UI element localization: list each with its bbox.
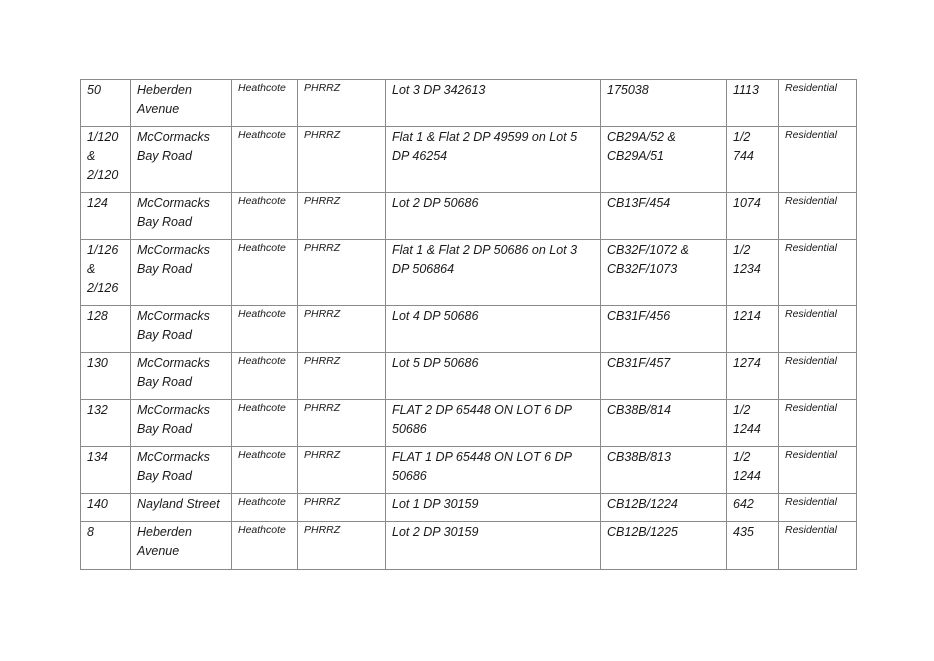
table-body bbox=[81, 80, 857, 570]
title-reference-cell: CB32F/1072 & CB32F/1073 bbox=[601, 240, 727, 306]
address-number-cell: 1/126 & 2/126 bbox=[81, 240, 131, 306]
title-reference-cell: CB38B/814 bbox=[601, 400, 727, 447]
land-use-cell: Residential bbox=[779, 80, 857, 127]
land-use-cell: Residential bbox=[779, 240, 857, 306]
title-reference-cell: CB12B/1224 bbox=[601, 494, 727, 522]
title-reference-cell: CB12B/1225 bbox=[601, 522, 727, 570]
suburb-cell: Heathcote bbox=[232, 193, 298, 240]
street-cell: Heberden Avenue bbox=[131, 522, 232, 570]
title-reference-cell: CB31F/457 bbox=[601, 353, 727, 400]
zone-cell: PHRRZ bbox=[298, 400, 386, 447]
street-cell: McCormacks Bay Road bbox=[131, 193, 232, 240]
legal-description-cell: Lot 5 DP 50686 bbox=[386, 353, 601, 400]
table-row bbox=[81, 80, 857, 127]
legal-description-cell: FLAT 2 DP 65448 ON LOT 6 DP 50686 bbox=[386, 400, 601, 447]
table-row bbox=[81, 522, 857, 570]
area-cell: 1/2 744 bbox=[727, 127, 779, 193]
legal-description-cell: Lot 3 DP 342613 bbox=[386, 80, 601, 127]
title-reference-cell: CB29A/52 & CB29A/51 bbox=[601, 127, 727, 193]
address-number-cell: 130 bbox=[81, 353, 131, 400]
area-cell: 435 bbox=[727, 522, 779, 570]
street-cell: McCormacks Bay Road bbox=[131, 306, 232, 353]
suburb-cell: Heathcote bbox=[232, 353, 298, 400]
address-number-cell: 140 bbox=[81, 494, 131, 522]
suburb-cell: Heathcote bbox=[232, 80, 298, 127]
address-number-cell: 128 bbox=[81, 306, 131, 353]
zone-cell: PHRRZ bbox=[298, 522, 386, 570]
zone-cell: PHRRZ bbox=[298, 447, 386, 494]
street-cell: McCormacks Bay Road bbox=[131, 447, 232, 494]
title-reference-cell: CB31F/456 bbox=[601, 306, 727, 353]
area-cell: 1/2 1234 bbox=[727, 240, 779, 306]
street-cell: McCormacks Bay Road bbox=[131, 353, 232, 400]
table-row bbox=[81, 400, 857, 447]
suburb-cell: Heathcote bbox=[232, 494, 298, 522]
legal-description-cell: Lot 2 DP 50686 bbox=[386, 193, 601, 240]
street-cell: McCormacks Bay Road bbox=[131, 127, 232, 193]
land-use-cell: Residential bbox=[779, 400, 857, 447]
area-cell: 642 bbox=[727, 494, 779, 522]
area-cell: 1074 bbox=[727, 193, 779, 240]
table-row bbox=[81, 494, 857, 522]
land-use-cell: Residential bbox=[779, 193, 857, 240]
suburb-cell: Heathcote bbox=[232, 127, 298, 193]
area-cell: 1/2 1244 bbox=[727, 447, 779, 494]
legal-description-cell: Lot 2 DP 30159 bbox=[386, 522, 601, 570]
address-number-cell: 1/120 & 2/120 bbox=[81, 127, 131, 193]
land-use-cell: Residential bbox=[779, 353, 857, 400]
street-cell: McCormacks Bay Road bbox=[131, 240, 232, 306]
address-number-cell: 50 bbox=[81, 80, 131, 127]
land-use-cell: Residential bbox=[779, 494, 857, 522]
area-cell: 1274 bbox=[727, 353, 779, 400]
zone-cell: PHRRZ bbox=[298, 80, 386, 127]
street-cell: Heberden Avenue bbox=[131, 80, 232, 127]
suburb-cell: Heathcote bbox=[232, 400, 298, 447]
legal-description-cell: Flat 1 & Flat 2 DP 49599 on Lot 5 DP 46254 bbox=[386, 127, 601, 193]
address-number-cell: 132 bbox=[81, 400, 131, 447]
table-row bbox=[81, 447, 857, 494]
table-row bbox=[81, 353, 857, 400]
title-reference-cell: CB38B/813 bbox=[601, 447, 727, 494]
suburb-cell: Heathcote bbox=[232, 522, 298, 570]
street-cell: McCormacks Bay Road bbox=[131, 400, 232, 447]
area-cell: 1113 bbox=[727, 80, 779, 127]
zone-cell: PHRRZ bbox=[298, 127, 386, 193]
legal-description-cell: Lot 1 DP 30159 bbox=[386, 494, 601, 522]
area-cell: 1214 bbox=[727, 306, 779, 353]
suburb-cell: Heathcote bbox=[232, 306, 298, 353]
legal-description-cell: Flat 1 & Flat 2 DP 50686 on Lot 3 DP 506864 bbox=[386, 240, 601, 306]
table-row bbox=[81, 127, 857, 193]
legal-description-cell: FLAT 1 DP 65448 ON LOT 6 DP 50686 bbox=[386, 447, 601, 494]
table-row bbox=[81, 193, 857, 240]
address-number-cell: 8 bbox=[81, 522, 131, 570]
street-cell: Nayland Street bbox=[131, 494, 232, 522]
address-number-cell: 134 bbox=[81, 447, 131, 494]
title-reference-cell: 175038 bbox=[601, 80, 727, 127]
legal-description-cell: Lot 4 DP 50686 bbox=[386, 306, 601, 353]
title-reference-cell: CB13F/454 bbox=[601, 193, 727, 240]
property-table bbox=[80, 79, 857, 570]
land-use-cell: Residential bbox=[779, 306, 857, 353]
zone-cell: PHRRZ bbox=[298, 494, 386, 522]
table-row bbox=[81, 240, 857, 306]
suburb-cell: Heathcote bbox=[232, 240, 298, 306]
zone-cell: PHRRZ bbox=[298, 240, 386, 306]
address-number-cell: 124 bbox=[81, 193, 131, 240]
land-use-cell: Residential bbox=[779, 522, 857, 570]
table-row bbox=[81, 306, 857, 353]
zone-cell: PHRRZ bbox=[298, 193, 386, 240]
land-use-cell: Residential bbox=[779, 447, 857, 494]
zone-cell: PHRRZ bbox=[298, 353, 386, 400]
land-use-cell: Residential bbox=[779, 127, 857, 193]
area-cell: 1/2 1244 bbox=[727, 400, 779, 447]
zone-cell: PHRRZ bbox=[298, 306, 386, 353]
suburb-cell: Heathcote bbox=[232, 447, 298, 494]
